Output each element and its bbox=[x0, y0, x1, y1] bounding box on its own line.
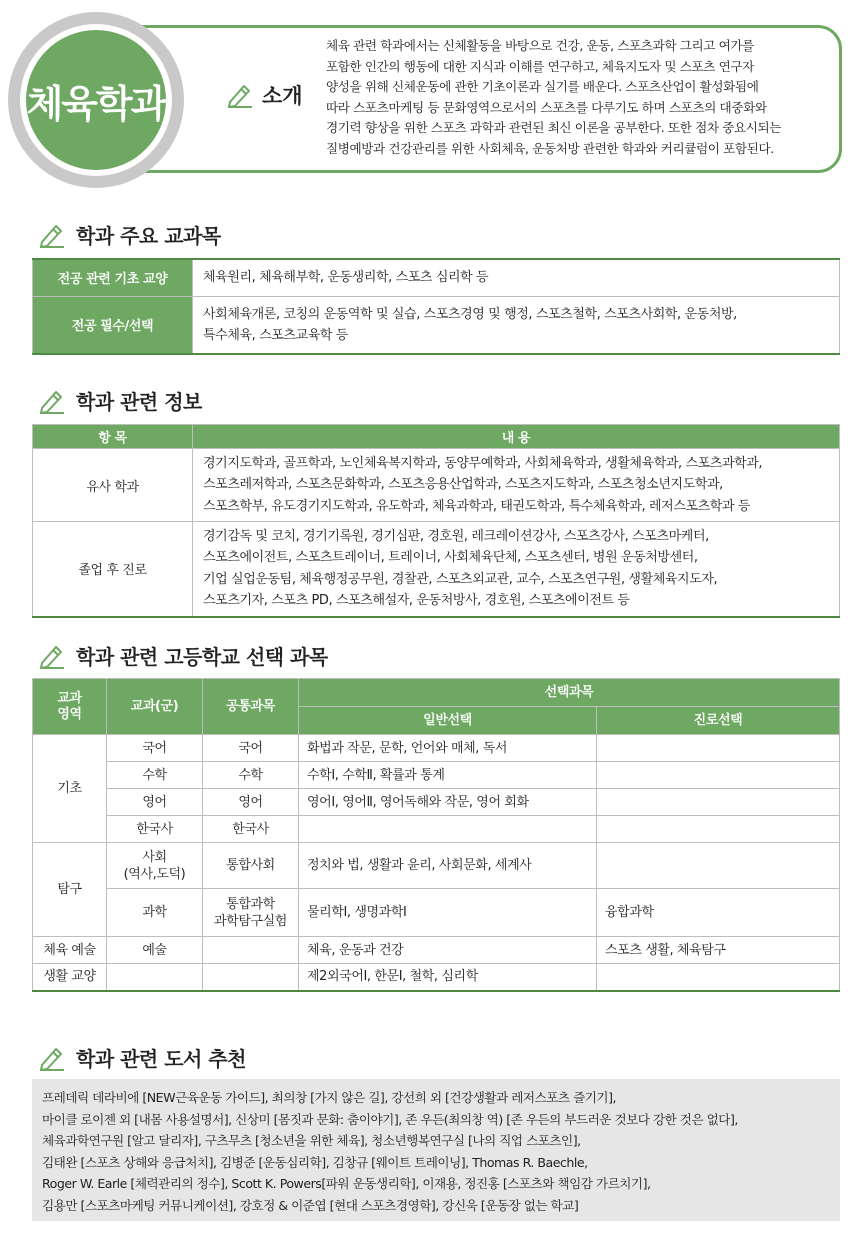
common-cell bbox=[203, 937, 299, 964]
page-header bbox=[0, 0, 852, 200]
career-cell bbox=[597, 816, 840, 843]
table-row bbox=[33, 937, 840, 964]
book-line: Roger W. Earle [체력관리의 정수], Scott K. Powers[파워 운동생리학], 이재용, 정진홍 [스포츠와 책임감 가르치기], bbox=[42, 1176, 651, 1191]
dept-info-table bbox=[32, 424, 840, 618]
common-line: 통합과학 bbox=[226, 896, 275, 912]
group-line: 사회 bbox=[142, 849, 167, 865]
header-group: 교과(군) bbox=[107, 679, 203, 735]
major-courses-table bbox=[32, 258, 840, 355]
section-title-text: 학과 관련 도서 추천 bbox=[76, 1047, 246, 1071]
common-cell: 국어 bbox=[203, 735, 299, 762]
career-cell bbox=[597, 735, 840, 762]
row-line: 체육원리, 체육해부학, 운동생리학, 스포츠 심리학 등 bbox=[203, 270, 489, 286]
group-cell: 영어 bbox=[107, 789, 203, 816]
book-line: 김태완 [스포츠 상해와 응급처치], 김병준 [운동심리학], 김창규 [웨이트 트레이닝], Thomas R. Baechle, bbox=[42, 1154, 588, 1170]
general-cell: 영어Ⅰ, 영어Ⅱ, 영어독해와 작문, 영어 회화 bbox=[299, 789, 597, 816]
book-list bbox=[32, 1079, 840, 1221]
row-value bbox=[193, 259, 840, 296]
row-line: 경기감독 및 코치, 경기기록원, 경기심판, 경호원, 레크레이션강사, 스포츠강사, 스포츠마케터, bbox=[203, 528, 709, 544]
career-cell bbox=[597, 762, 840, 789]
general-cell: 체육, 운동과 건강 bbox=[299, 937, 597, 964]
career-cell bbox=[597, 964, 840, 991]
table-row bbox=[33, 964, 840, 991]
group-cell bbox=[107, 843, 203, 889]
common-cell: 수학 bbox=[203, 762, 299, 789]
row-line: 스포츠학부, 유도경기지도학과, 유도학과, 체육과학과, 태권도학과, 특수체육학과, 레저스포츠학과 등 bbox=[203, 498, 750, 514]
general-cell: 제2외국어Ⅰ, 한문Ⅰ, 철학, 심리학 bbox=[299, 964, 597, 991]
pencil-icon bbox=[38, 388, 66, 414]
area-cell: 체육 예술 bbox=[33, 937, 107, 964]
row-line: 스포츠기자, 스포츠 PD, 스포츠해설자, 운동처방사, 경호원, 스포츠에이전트 등 bbox=[203, 593, 630, 609]
common-cell bbox=[203, 964, 299, 991]
row-line: 경기지도학과, 골프학과, 노인체육복지학과, 동양무예학과, 사회체육학과, 생활체육학과, 스포츠과학과, bbox=[203, 455, 763, 471]
section-title-highschool-subjects bbox=[38, 641, 328, 670]
pencil-icon bbox=[38, 643, 66, 669]
section-title-text: 학과 주요 교과목 bbox=[76, 224, 221, 248]
section-title-major-courses bbox=[38, 220, 221, 249]
table-row bbox=[33, 296, 840, 354]
table-row bbox=[33, 259, 840, 296]
area-cell: 생활 교양 bbox=[33, 964, 107, 991]
section-title-text: 학과 관련 정보 bbox=[76, 390, 202, 414]
general-cell: 정치와 법, 생활과 윤리, 사회문화, 세계사 bbox=[299, 843, 597, 889]
general-cell: 화법과 작문, 문학, 언어와 매체, 독서 bbox=[299, 735, 597, 762]
book-line: 마이클 로이젠 외 [내몸 사용설명서], 신상미 [몸짓과 문화: 춤이야기], 존 우든(최의창 역) [존 우든의 부드러운 것보다 강한 것은 없다], bbox=[42, 1111, 738, 1127]
career-cell bbox=[597, 843, 840, 889]
header-item: 항 목 bbox=[33, 425, 193, 449]
pencil-icon bbox=[38, 222, 66, 248]
group-line: (역사,도덕) bbox=[123, 866, 186, 882]
table-row bbox=[33, 522, 840, 617]
pencil-icon bbox=[38, 1045, 66, 1071]
header-content: 내 용 bbox=[193, 425, 840, 449]
common-cell: 통합사회 bbox=[203, 843, 299, 889]
header-area-line: 영역 bbox=[57, 706, 82, 722]
row-label: 전공 필수/선택 bbox=[33, 296, 193, 354]
table-row bbox=[33, 735, 840, 762]
intro-line: 양성을 위해 신체운동에 관한 기초이론과 실기를 배운다. 스포츠산업이 활성화됨에 bbox=[326, 79, 759, 95]
row-value bbox=[193, 522, 840, 617]
intro-heading bbox=[226, 80, 303, 110]
row-value bbox=[193, 296, 840, 354]
group-cell: 과학 bbox=[107, 889, 203, 937]
row-line: 스포츠레저학과, 스포츠문화학과, 스포츠응용산업학과, 스포츠지도학과, 스포츠청소년지도학과, bbox=[203, 477, 723, 493]
section-title-text: 학과 관련 고등학교 선택 과목 bbox=[76, 645, 328, 669]
header-common: 공통과목 bbox=[203, 679, 299, 735]
common-cell bbox=[203, 889, 299, 937]
table-row bbox=[33, 449, 840, 522]
common-line: 과학탐구실험 bbox=[214, 913, 287, 929]
book-line: 김용만 [스포츠마케팅 커뮤니케이션], 강호정 & 이준엽 [현대 스포츠경영학], 강신욱 [운동장 없는 학교] bbox=[42, 1197, 579, 1213]
header-area bbox=[33, 679, 107, 735]
table-row bbox=[33, 789, 840, 816]
intro-text bbox=[326, 36, 832, 160]
highschool-subjects-table bbox=[32, 678, 840, 992]
intro-line: 질병예방과 건강관리를 위한 사회체육, 운동처방 관련한 학과와 커리큘럼이 포함된다. bbox=[326, 140, 774, 156]
table-header-row bbox=[33, 679, 840, 707]
group-cell: 한국사 bbox=[107, 816, 203, 843]
area-cell: 기초 bbox=[33, 735, 107, 843]
general-cell: 물리학Ⅰ, 생명과학Ⅰ bbox=[299, 889, 597, 937]
row-value bbox=[193, 449, 840, 522]
row-line: 사회체육개론, 코칭의 운동역학 및 실습, 스포츠경영 및 행정, 스포츠철학, 스포츠사회학, 운동처방, bbox=[203, 306, 737, 322]
header-elective: 선택과목 bbox=[299, 679, 840, 707]
group-cell: 국어 bbox=[107, 735, 203, 762]
section-title-dept-info bbox=[38, 386, 202, 415]
row-line: 기업 실업운동팀, 체육행정공무원, 경찰관, 스포츠외교관, 교수, 스포츠연구원, 생활체육지도자, bbox=[203, 571, 718, 587]
row-line: 특수체육, 스포츠교육학 등 bbox=[203, 327, 348, 343]
intro-line: 따라 스포츠마케팅 등 문화영역으로서의 스포츠를 다루기도 하며 스포츠의 대중화와 bbox=[326, 99, 767, 115]
career-cell: 스포츠 생활, 체육탐구 bbox=[597, 937, 840, 964]
table-row bbox=[33, 816, 840, 843]
row-label: 전공 관련 기초 교양 bbox=[33, 259, 193, 296]
book-line: 체육과학연구원 [알고 달리자], 구츠무츠 [청소년을 위한 체육], 청소년행복연구실 [나의 직업 스포츠인], bbox=[42, 1133, 581, 1148]
section-title-book-recommendations bbox=[38, 1043, 246, 1072]
intro-line: 경기력 향상을 위한 스포츠 과학과 관련된 최신 이론을 공부한다. 또한 점차 중요시되는 bbox=[326, 120, 782, 136]
table-header-row bbox=[33, 425, 840, 449]
table-row bbox=[33, 889, 840, 937]
pencil-icon bbox=[226, 82, 254, 108]
intro-label: 소개 bbox=[262, 84, 303, 108]
header-career: 진로선택 bbox=[597, 707, 840, 735]
general-cell bbox=[299, 816, 597, 843]
career-cell bbox=[597, 789, 840, 816]
book-line: 프레데릭 데라비에 [NEW근육운동 가이드], 최의창 [가지 않은 길], 강선희 외 [건강생활과 레저스포츠 즐기기], bbox=[42, 1090, 616, 1105]
intro-line: 체육 관련 학과에서는 신체활동을 바탕으로 건강, 운동, 스포츠과학 그리고 여가를 bbox=[326, 38, 754, 53]
common-cell: 영어 bbox=[203, 789, 299, 816]
header-general: 일반선택 bbox=[299, 707, 597, 735]
department-badge: 체육학과 bbox=[26, 30, 166, 170]
row-line: 스포츠에이전트, 스포츠트레이너, 트레이너, 사회체육단체, 스포츠센터, 병원 운동처방센터, bbox=[203, 550, 698, 566]
area-cell: 탐구 bbox=[33, 843, 107, 937]
header-area-line: 교과 bbox=[57, 690, 82, 706]
row-label: 유사 학과 bbox=[33, 449, 193, 522]
group-cell: 예술 bbox=[107, 937, 203, 964]
group-cell bbox=[107, 964, 203, 991]
intro-line: 포함한 인간의 행동에 대한 지식과 이해를 연구하고, 체육지도자 및 스포츠 연구자 bbox=[326, 58, 754, 74]
table-row bbox=[33, 843, 840, 889]
table-row bbox=[33, 762, 840, 789]
group-cell: 수학 bbox=[107, 762, 203, 789]
common-cell: 한국사 bbox=[203, 816, 299, 843]
general-cell: 수학Ⅰ, 수학Ⅱ, 확률과 통계 bbox=[299, 762, 597, 789]
career-cell: 융합과학 bbox=[597, 889, 840, 937]
row-label: 졸업 후 진로 bbox=[33, 522, 193, 617]
